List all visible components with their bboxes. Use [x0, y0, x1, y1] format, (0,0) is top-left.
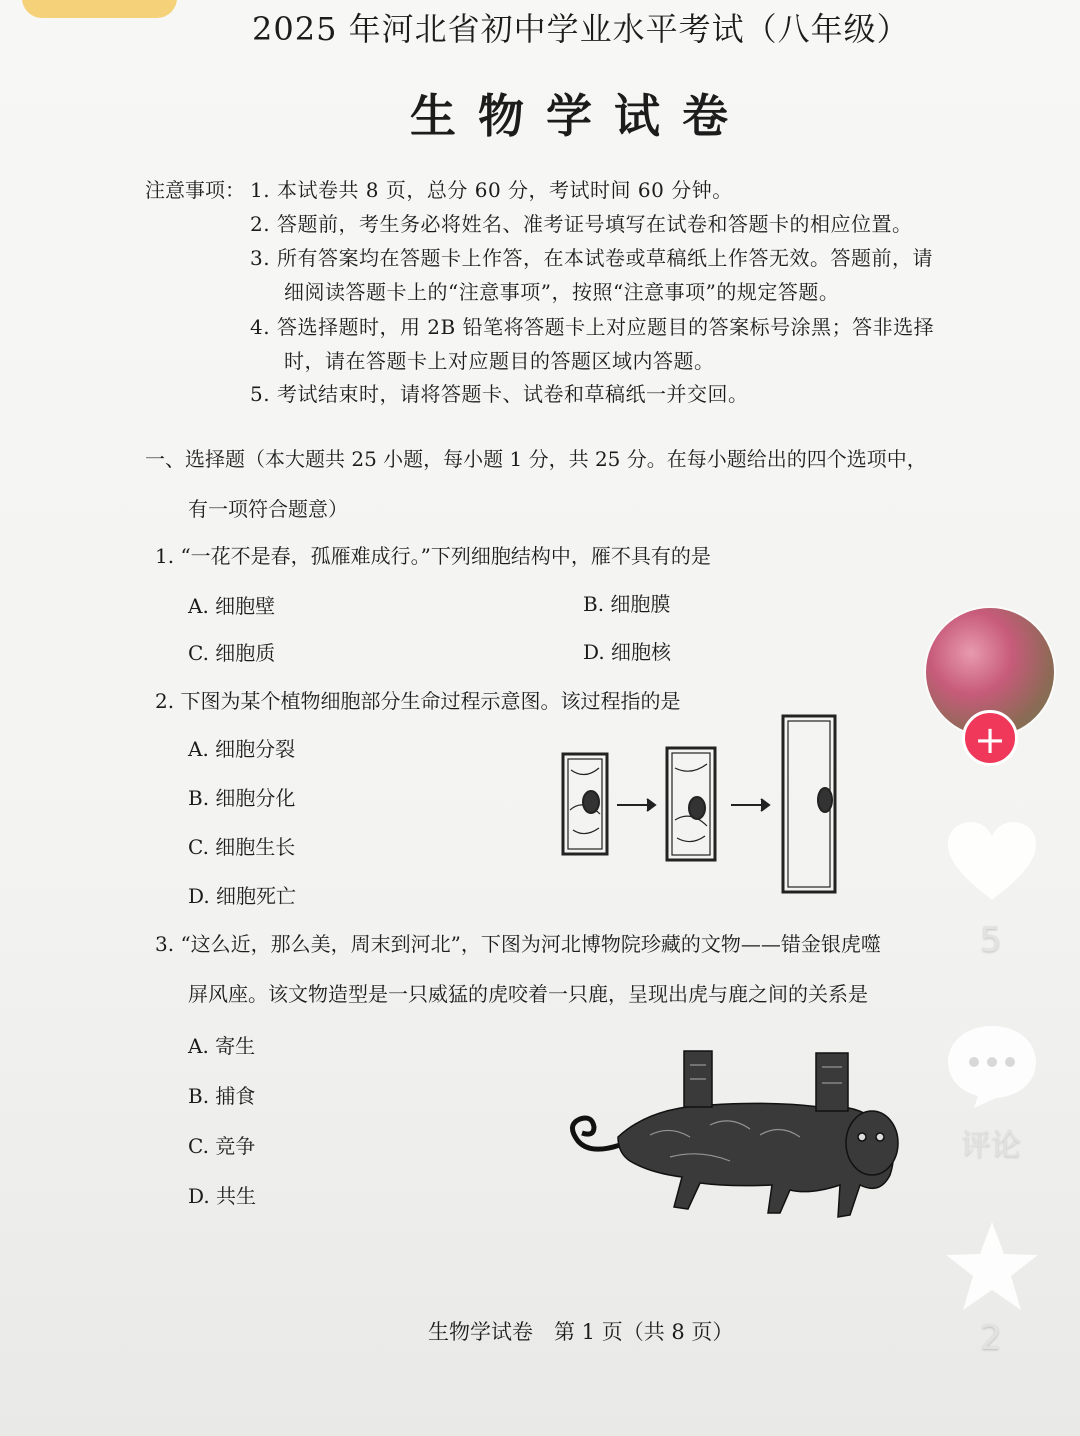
notice-item: 3. 所有答案均在答题卡上作答，在本试卷或草稿纸上作答无效。答题前，请 [250, 246, 933, 270]
question-3-option-a: A. 寄生 [188, 1034, 256, 1058]
like-count: 5 [980, 920, 1002, 960]
star-icon[interactable] [942, 1218, 1042, 1314]
follow-button[interactable]: + [962, 710, 1018, 766]
question-2-option-d: D. 细胞死亡 [188, 884, 297, 908]
section-title-cont: 有一项符合题意） [188, 497, 348, 521]
question-2-stem: 2. 下图为某个植物细胞部分生命过程示意图。该过程指的是 [155, 689, 681, 713]
question-1-option-c: C. 细胞质 [188, 641, 276, 665]
notice-item: 2. 答题前，考生务必将姓名、准考证号填写在试卷和答题卡的相应位置。 [250, 212, 913, 236]
notice-item: 1. 本试卷共 8 页，总分 60 分，考试时间 60 分钟。 [250, 178, 733, 202]
notice-label: 注意事项： [145, 178, 245, 202]
question-3-stem-cont: 屏风座。该文物造型是一只威猛的虎咬着一只鹿，呈现出虎与鹿之间的关系是 [188, 982, 868, 1006]
question-3-option-d: D. 共生 [188, 1184, 257, 1208]
exam-title: 2025 年河北省初中学业水平考试（八年级） [252, 10, 910, 48]
notice-item: 5. 考试结束时，请将答题卡、试卷和草稿纸一并交回。 [250, 382, 749, 406]
comment-label: 评论 [961, 1128, 1021, 1163]
notice-item: 4. 答选择题时，用 2B 铅笔将答题卡上对应题目的答案标号涂黑；答非选择 [250, 315, 935, 339]
tiger-artifact-image [560, 1045, 910, 1225]
question-2-option-c: C. 细胞生长 [188, 835, 296, 859]
top-tag [22, 0, 177, 18]
question-1-option-d: D. 细胞核 [583, 640, 672, 664]
question-1-option-b: B. 细胞膜 [583, 592, 671, 616]
question-1-option-a: A. 细胞壁 [188, 594, 276, 618]
heart-icon[interactable] [944, 818, 1040, 906]
question-3-stem: 3. “这么近，那么美，周末到河北”，下图为河北博物院珍藏的文物——错金银虎噬 [155, 932, 881, 956]
question-3-option-c: C. 竞争 [188, 1134, 256, 1158]
question-3-option-b: B. 捕食 [188, 1084, 256, 1108]
question-2-option-a: A. 细胞分裂 [188, 737, 296, 761]
question-2-option-b: B. 细胞分化 [188, 786, 296, 810]
question-1-stem: 1. “一花不是春，孤雁难成行。”下列细胞结构中，雁不具有的是 [155, 544, 711, 568]
section-title: 一、选择题（本大题共 25 小题，每小题 1 分，共 25 分。在每小题给出的四个选项中， [145, 447, 927, 471]
cell-process-diagram [555, 710, 845, 900]
notice-item: 细阅读答题卡上的“注意事项”，按照“注意事项”的规定答题。 [284, 280, 840, 304]
comment-icon[interactable] [944, 1020, 1040, 1110]
subject-title: 生物学试卷 [410, 89, 750, 143]
page-footer: 生物学试卷 第 1 页（共 8 页） [428, 1320, 734, 1344]
favorite-count: 2 [980, 1318, 1002, 1358]
notice-item: 时，请在答题卡上对应题目的答题区域内答题。 [284, 349, 715, 373]
